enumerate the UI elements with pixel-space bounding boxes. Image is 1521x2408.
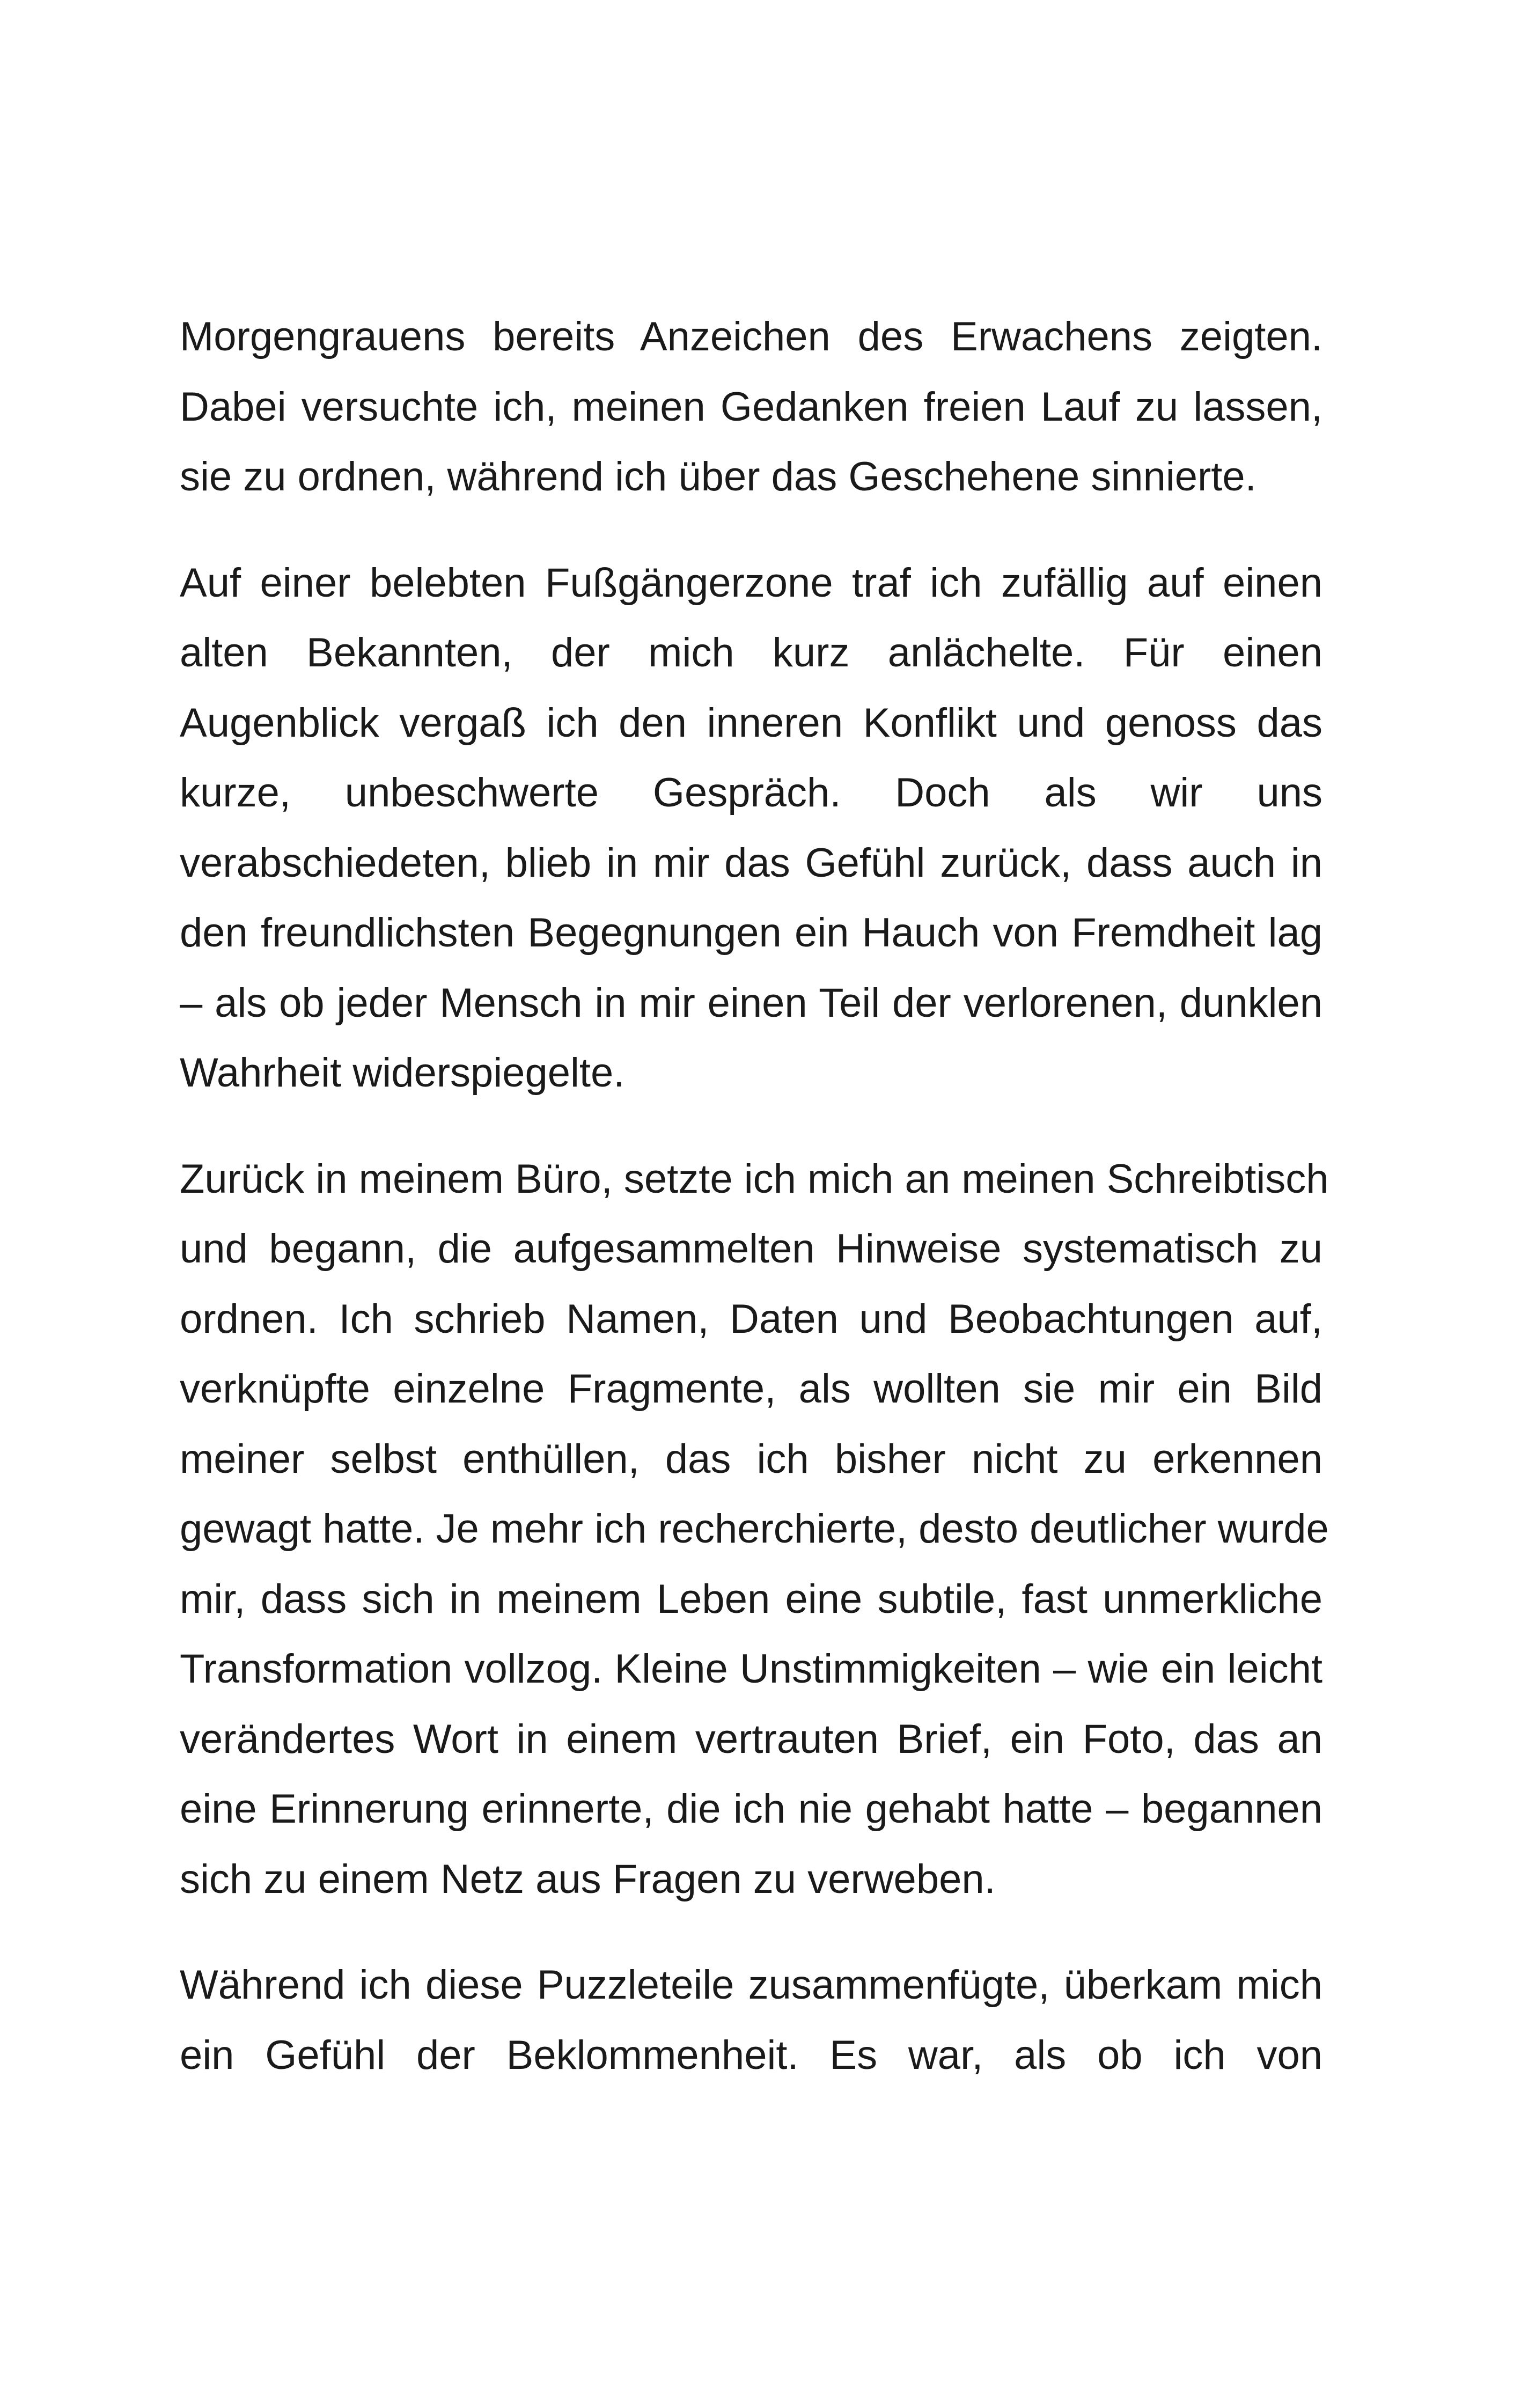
text-line: verändertes Wort in einem vertrauten Brief, ein Foto, das an	[180, 1716, 1322, 1762]
paragraph-4	[180, 1950, 1322, 2090]
text-line: Morgengrauens bereits Anzeichen des Erwachens zeigten.	[180, 314, 1322, 359]
text-line: und begann, die aufgesammelten Hinweise systematisch zu	[180, 1226, 1322, 1272]
text-line: Während ich diese Puzzleteile zusammenfügte, überkam mich	[180, 1962, 1322, 2008]
paragraph-3	[180, 1144, 1329, 1915]
text-line: eine Erinnerung erinnerte, die ich nie gehabt hatte – begannen	[180, 1786, 1322, 1832]
text-line: ein Gefühl der Beklommenheit. Es war, als ob ich von	[180, 2032, 1322, 2078]
text-line: kurze, unbeschwerte Gespräch. Doch als wir uns	[180, 770, 1322, 816]
text-line: – als ob jeder Mensch in mir einen Teil der verlorenen, dunklen	[180, 980, 1322, 1026]
body-text	[180, 302, 1329, 2126]
paragraph-1	[180, 302, 1322, 512]
text-line: Zurück in meinem Büro, setzte ich mich an meinen Schreibtisch	[180, 1156, 1329, 1202]
text-line: gewagt hatte. Je mehr ich recherchierte, desto deutlicher wurde	[180, 1506, 1329, 1552]
text-line: ordnen. Ich schrieb Namen, Daten und Beobachtungen auf,	[180, 1296, 1322, 1342]
text-line: Wahrheit widerspiegelte.	[180, 1050, 625, 1096]
text-line: sie zu ordnen, während ich über das Geschehene sinnierte.	[180, 454, 1257, 500]
text-line: Augenblick vergaß ich den inneren Konflikt und genoss das	[180, 700, 1322, 746]
text-line: verknüpfte einzelne Fragmente, als wollten sie mir ein Bild	[180, 1366, 1322, 1412]
text-line: Dabei versuchte ich, meinen Gedanken freien Lauf zu lassen,	[180, 384, 1322, 430]
text-line: mir, dass sich in meinem Leben eine subtile, fast unmerkliche	[180, 1576, 1322, 1622]
text-line: alten Bekannten, der mich kurz anlächelte. Für einen	[180, 630, 1322, 676]
text-line: sich zu einem Netz aus Fragen zu verweben.	[180, 1856, 996, 1902]
text-line: Transformation vollzog. Kleine Unstimmigkeiten – wie ein leicht	[180, 1646, 1322, 1692]
text-line: verabschiedeten, blieb in mir das Gefühl zurück, dass auch in	[180, 840, 1322, 886]
paragraph-2	[180, 548, 1322, 1108]
text-line: Auf einer belebten Fußgängerzone traf ich zufällig auf einen	[180, 560, 1322, 606]
text-line: meiner selbst enthüllen, das ich bisher nicht zu erkennen	[180, 1436, 1322, 1482]
text-line: den freundlichsten Begegnungen ein Hauch von Fremdheit lag	[180, 910, 1322, 956]
